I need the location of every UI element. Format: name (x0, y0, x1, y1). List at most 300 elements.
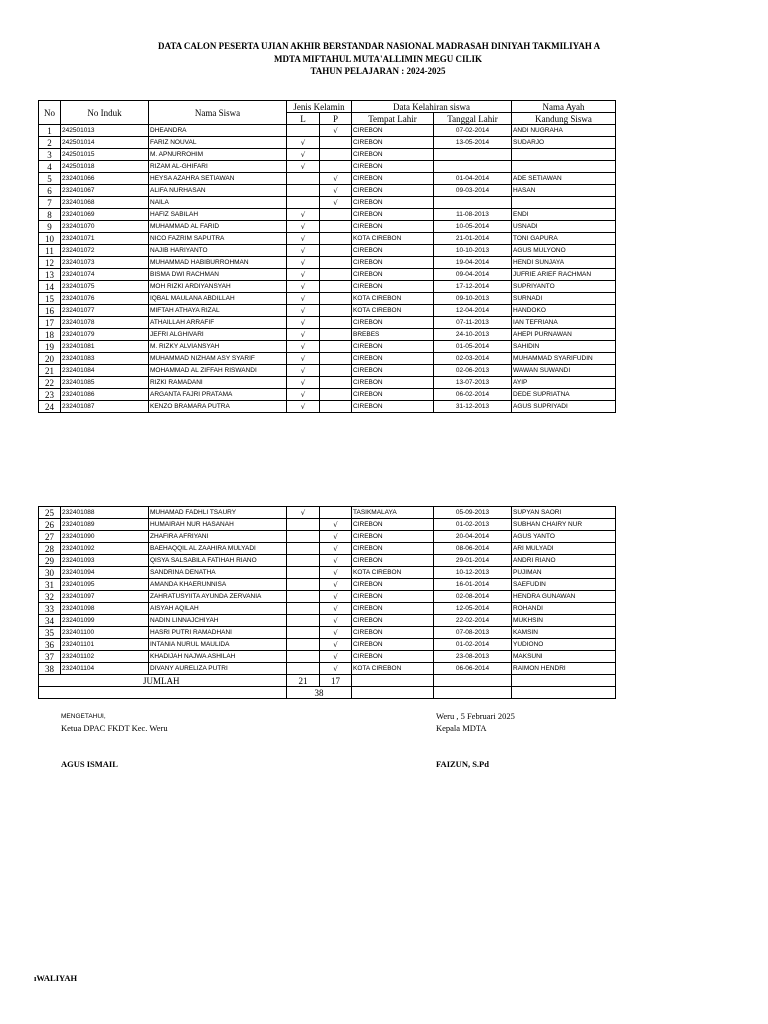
table-row (39, 233, 616, 245)
birth-date: 24-10-2013 (434, 329, 512, 341)
father-name: AGUS YANTO (512, 531, 616, 543)
gender-p (320, 389, 352, 401)
student-name: BISMA DWI RACHMAN (149, 269, 287, 281)
father-name: SUPRIYANTO (512, 281, 616, 293)
gender-l: √ (287, 317, 320, 329)
row-number: 20 (39, 353, 61, 365)
gender-p (320, 221, 352, 233)
col-l: L (287, 113, 320, 125)
birth-date: 11-08-2013 (434, 209, 512, 221)
row-number: 18 (39, 329, 61, 341)
birth-date: 20-04-2014 (434, 531, 512, 543)
gender-p: √ (320, 197, 352, 209)
no-induk: 232401094 (61, 567, 149, 579)
birth-place: CIREBON (352, 125, 434, 137)
no-induk: 242501015 (61, 149, 149, 161)
student-name: NAJIB HARIYANTO (149, 245, 287, 257)
birth-date (434, 197, 512, 209)
father-name: HENDRA GUNAWAN (512, 591, 616, 603)
row-number: 25 (39, 507, 61, 519)
student-name: KHADIJAH NAJWA ASHILAH (149, 651, 287, 663)
table-row (39, 555, 616, 567)
father-name: ANDRI RIANO (512, 555, 616, 567)
col-nama-ayah: Nama Ayah (512, 101, 616, 113)
student-name: KENZO BRAMARA PUTRA (149, 401, 287, 413)
gender-p (320, 149, 352, 161)
table-row (39, 591, 616, 603)
birth-date: 01-02-2014 (434, 639, 512, 651)
table-row (39, 209, 616, 221)
no-induk: 232401076 (61, 293, 149, 305)
birth-date: 21-01-2014 (434, 233, 512, 245)
gender-p (320, 233, 352, 245)
birth-date: 06-06-2014 (434, 663, 512, 675)
gender-p (320, 305, 352, 317)
right-signatory-name: FAIZUN, S.Pd (436, 759, 489, 769)
total-l: 21 (287, 675, 320, 687)
birth-place: BREBES (352, 329, 434, 341)
birth-date: 01-05-2014 (434, 341, 512, 353)
father-name: ARI MULYADI (512, 543, 616, 555)
no-induk: 232401069 (61, 209, 149, 221)
birth-date: 13-07-2013 (434, 377, 512, 389)
father-name: SUBHAN CHAIRY NUR (512, 519, 616, 531)
student-name: INTANIA NURUL MAULIDA (149, 639, 287, 651)
row-number: 26 (39, 519, 61, 531)
no-induk: 232401072 (61, 245, 149, 257)
gender-p: √ (320, 579, 352, 591)
birth-date: 13-05-2014 (434, 137, 512, 149)
gender-l (287, 185, 320, 197)
row-number: 28 (39, 543, 61, 555)
birth-date: 09-03-2014 (434, 185, 512, 197)
no-induk: 232401075 (61, 281, 149, 293)
student-table-page1 (38, 100, 616, 413)
father-name: ADE SETIAWAN (512, 173, 616, 185)
gender-p (320, 365, 352, 377)
table-row (39, 317, 616, 329)
row-number: 23 (39, 389, 61, 401)
table-row (39, 161, 616, 173)
gender-l (287, 615, 320, 627)
birth-date: 05-09-2013 (434, 507, 512, 519)
document-title-line3: TAHUN PELAJARAN : 2024-2025 (310, 66, 446, 76)
no-induk: 232401068 (61, 197, 149, 209)
gender-l: √ (287, 269, 320, 281)
table-row (39, 389, 616, 401)
gender-l (287, 555, 320, 567)
no-induk: 232401102 (61, 651, 149, 663)
birth-place: CIREBON (352, 615, 434, 627)
row-number: 17 (39, 317, 61, 329)
document-title-line2: MDTA MIFTAHUL MUTA'ALLIMIN MEGU CILIK (273, 54, 482, 64)
birth-place: CIREBON (352, 651, 434, 663)
father-name: ENDI (512, 209, 616, 221)
no-induk: 242501013 (61, 125, 149, 137)
gender-l (287, 173, 320, 185)
table-row (39, 365, 616, 377)
gender-l: √ (287, 377, 320, 389)
no-induk: 232401083 (61, 353, 149, 365)
student-name: ZAHRATUSYIITA AYUNDA ZERVANIA (149, 591, 287, 603)
row-number: 11 (39, 245, 61, 257)
table-row (39, 615, 616, 627)
father-name: KAMSIN (512, 627, 616, 639)
table-row (39, 197, 616, 209)
row-number: 9 (39, 221, 61, 233)
row-number: 12 (39, 257, 61, 269)
no-induk: 232401104 (61, 663, 149, 675)
gender-p (320, 341, 352, 353)
grand-total-row (39, 687, 616, 699)
col-p: P (320, 113, 352, 125)
row-number: 1 (39, 125, 61, 137)
birth-date: 31-12-2013 (434, 401, 512, 413)
gender-l: √ (287, 257, 320, 269)
gender-p (320, 293, 352, 305)
gender-p (320, 317, 352, 329)
birth-date: 23-08-2013 (434, 651, 512, 663)
student-name: NICO FAZRIM SAPUTRA (149, 233, 287, 245)
gender-l: √ (287, 329, 320, 341)
birth-place: CIREBON (352, 173, 434, 185)
birth-date: 02-03-2014 (434, 353, 512, 365)
student-name: BAEHAQQIL AL ZAAHIRA MULYADI (149, 543, 287, 555)
table-row (39, 137, 616, 149)
gender-l: √ (287, 507, 320, 519)
father-name: HASAN (512, 185, 616, 197)
gender-l (287, 531, 320, 543)
gender-l: √ (287, 281, 320, 293)
left-signatory-name: AGUS ISMAIL (61, 759, 118, 769)
gender-p: √ (320, 663, 352, 675)
no-induk: 232401100 (61, 627, 149, 639)
no-induk: 232401074 (61, 269, 149, 281)
total-p: 17 (320, 675, 352, 687)
row-number: 30 (39, 567, 61, 579)
gender-l: √ (287, 233, 320, 245)
table-row (39, 543, 616, 555)
table-row (39, 125, 616, 137)
student-name: SANDRINA DENATHA (149, 567, 287, 579)
gender-l: √ (287, 209, 320, 221)
row-number: 38 (39, 663, 61, 675)
row-number: 34 (39, 615, 61, 627)
col-no: No (39, 101, 61, 125)
gender-p (320, 281, 352, 293)
student-name: MUHAMMAD HABIBURROHMAN (149, 257, 287, 269)
father-name: SUDARJO (512, 137, 616, 149)
student-name: HAFIZ SABILAH (149, 209, 287, 221)
gender-l: √ (287, 293, 320, 305)
birth-place: CIREBON (352, 531, 434, 543)
father-name: AYIP (512, 377, 616, 389)
birth-place: CIREBON (352, 555, 434, 567)
gender-p: √ (320, 567, 352, 579)
birth-place: CIREBON (352, 519, 434, 531)
table-row (39, 663, 616, 675)
row-number: 16 (39, 305, 61, 317)
father-name: AGUS SUPRIYADI (512, 401, 616, 413)
gender-p (320, 137, 352, 149)
student-name: MIFTAH ATHAYA RIZAL (149, 305, 287, 317)
gender-p (320, 507, 352, 519)
gender-l: √ (287, 149, 320, 161)
father-name: SAHIDIN (512, 341, 616, 353)
table-row (39, 281, 616, 293)
no-induk: 232401066 (61, 173, 149, 185)
gender-p: √ (320, 627, 352, 639)
birth-date: 06-02-2014 (434, 389, 512, 401)
no-induk: 232401081 (61, 341, 149, 353)
birth-place: CIREBON (352, 281, 434, 293)
no-induk: 232401073 (61, 257, 149, 269)
gender-l: √ (287, 401, 320, 413)
birth-place: CIREBON (352, 341, 434, 353)
gender-p: √ (320, 651, 352, 663)
gender-l (287, 125, 320, 137)
table-row (39, 341, 616, 353)
birth-date (434, 161, 512, 173)
student-name: FARIZ NOUVAL (149, 137, 287, 149)
birth-date: 01-04-2014 (434, 173, 512, 185)
no-induk: 232401098 (61, 603, 149, 615)
father-name: PUJIMAN (512, 567, 616, 579)
no-induk: 232401067 (61, 185, 149, 197)
totals-row (39, 675, 616, 687)
row-number: 15 (39, 293, 61, 305)
birth-place: CIREBON (352, 245, 434, 257)
table-row (39, 221, 616, 233)
no-induk: 232401077 (61, 305, 149, 317)
birth-place: CIREBON (352, 591, 434, 603)
gender-l (287, 651, 320, 663)
row-number: 35 (39, 627, 61, 639)
birth-date: 12-04-2014 (434, 305, 512, 317)
father-name: AGUS MULYONO (512, 245, 616, 257)
gender-l (287, 543, 320, 555)
birth-place: CIREBON (352, 197, 434, 209)
father-name (512, 149, 616, 161)
no-induk: 232401089 (61, 519, 149, 531)
gender-l (287, 603, 320, 615)
gender-l: √ (287, 389, 320, 401)
birth-date: 07-08-2013 (434, 627, 512, 639)
table-row (39, 531, 616, 543)
gender-l (287, 579, 320, 591)
table-row (39, 353, 616, 365)
gender-p (320, 401, 352, 413)
row-number: 22 (39, 377, 61, 389)
table-row (39, 377, 616, 389)
no-induk: 232401099 (61, 615, 149, 627)
no-induk: 232401092 (61, 543, 149, 555)
birth-place: CIREBON (352, 401, 434, 413)
birth-place: CIREBON (352, 149, 434, 161)
place-date: Weru , 5 Februari 2025 (436, 711, 515, 721)
father-name: YUDIONO (512, 639, 616, 651)
birth-place: CIREBON (352, 269, 434, 281)
col-kandung-siswa: Kandung Siswa (512, 113, 616, 125)
col-jenis-kelamin: Jenis Kelamin (287, 101, 352, 113)
birth-date: 08-06-2014 (434, 543, 512, 555)
no-induk: 232401078 (61, 317, 149, 329)
row-number: 32 (39, 591, 61, 603)
student-name: MUHAMMAD NIZHAM ASY SYARIF (149, 353, 287, 365)
gender-l (287, 627, 320, 639)
birth-place: CIREBON (352, 185, 434, 197)
table-row (39, 579, 616, 591)
gender-l (287, 567, 320, 579)
no-induk: 232401087 (61, 401, 149, 413)
left-signatory-title: Ketua DPAC FKDT Kec. Weru (61, 723, 168, 733)
student-name: DIVANY AURELIZA PUTRI (149, 663, 287, 675)
student-name: MOH RIZKI ARDIYANSYAH (149, 281, 287, 293)
no-induk: 242501014 (61, 137, 149, 149)
birth-date: 01-02-2013 (434, 519, 512, 531)
father-name: MUHAMMAD SYARIFUDIN (512, 353, 616, 365)
table-row (39, 173, 616, 185)
birth-place: CIREBON (352, 161, 434, 173)
table-row (39, 401, 616, 413)
gender-p (320, 209, 352, 221)
birth-date: 19-04-2014 (434, 257, 512, 269)
gender-p: √ (320, 639, 352, 651)
gender-l (287, 639, 320, 651)
student-name: IQBAL MAULANA ABDILLAH (149, 293, 287, 305)
no-induk: 232401095 (61, 579, 149, 591)
gender-p: √ (320, 531, 352, 543)
no-induk: 232401086 (61, 389, 149, 401)
father-name: USNADI (512, 221, 616, 233)
gender-l (287, 197, 320, 209)
table-row (39, 519, 616, 531)
totals-label: JUMLAH (39, 675, 287, 687)
student-name: AISYAH AQILAH (149, 603, 287, 615)
gender-p (320, 269, 352, 281)
gender-l: √ (287, 137, 320, 149)
student-name: MOHAMMAD AL ZIFFAH RISWANDI (149, 365, 287, 377)
student-name: AMANDA KHAERUNNISA (149, 579, 287, 591)
col-tempat-lahir: Tempat Lahir (352, 113, 434, 125)
father-name: MUKHSIN (512, 615, 616, 627)
table-row (39, 627, 616, 639)
table-row (39, 245, 616, 257)
birth-place: CIREBON (352, 209, 434, 221)
birth-date: 10-12-2013 (434, 567, 512, 579)
table-body-page2 (39, 507, 616, 675)
student-name: JEFRI ALGHIVARI (149, 329, 287, 341)
row-number: 29 (39, 555, 61, 567)
birth-date: 22-02-2014 (434, 615, 512, 627)
gender-l: √ (287, 245, 320, 257)
student-name: ALIFA NURHASAN (149, 185, 287, 197)
gender-p (320, 377, 352, 389)
gender-p (320, 245, 352, 257)
right-signatory-title: Kepala MDTA (436, 723, 487, 733)
row-number: 4 (39, 161, 61, 173)
birth-place: CIREBON (352, 389, 434, 401)
gender-p: √ (320, 591, 352, 603)
student-name: NADIN LINNAJCHIYAH (149, 615, 287, 627)
row-number: 7 (39, 197, 61, 209)
birth-place: CIREBON (352, 221, 434, 233)
student-name: RIZKI RAMADANI (149, 377, 287, 389)
table-row (39, 305, 616, 317)
gender-l: √ (287, 305, 320, 317)
birth-place: CIREBON (352, 639, 434, 651)
birth-place: CIREBON (352, 603, 434, 615)
birth-date: 02-08-2014 (434, 591, 512, 603)
father-name: AHEPI PURNAWAN (512, 329, 616, 341)
student-name: DHEANDRA (149, 125, 287, 137)
student-name: NAILA (149, 197, 287, 209)
father-name: WAWAN SUWANDI (512, 365, 616, 377)
row-number: 19 (39, 341, 61, 353)
birth-date: 02-06-2013 (434, 365, 512, 377)
gender-p (320, 329, 352, 341)
birth-place: KOTA CIREBON (352, 233, 434, 245)
gender-p: √ (320, 543, 352, 555)
student-name: QISYA SALSABILA FATIHAH RIANO (149, 555, 287, 567)
gender-l (287, 663, 320, 675)
no-induk: 232401097 (61, 591, 149, 603)
father-name: JUFRIE ARIEF RACHMAN (512, 269, 616, 281)
birth-place: KOTA CIREBON (352, 293, 434, 305)
no-induk: 232401084 (61, 365, 149, 377)
row-number: 36 (39, 639, 61, 651)
birth-place: CIREBON (352, 257, 434, 269)
table-row (39, 603, 616, 615)
grand-total: 38 (287, 687, 352, 699)
father-name: ANDI NUGRAHA (512, 125, 616, 137)
col-data-kelahiran: Data Kelahiran siswa (352, 101, 512, 113)
birth-place: CIREBON (352, 317, 434, 329)
father-name: RAIMON HENDRI (512, 663, 616, 675)
gender-p: √ (320, 173, 352, 185)
student-name: HASRI PUTRI RAMADHANI (149, 627, 287, 639)
no-induk: 232401070 (61, 221, 149, 233)
no-induk: 232401090 (61, 531, 149, 543)
table-row (39, 269, 616, 281)
document-title-line1: DATA CALON PESERTA UJIAN AKHIR BERSTANDAR NASIONAL MADRASAH DINIYAH TAKMILIYAH A (158, 41, 601, 51)
gender-p: √ (320, 125, 352, 137)
birth-date: 07-02-2014 (434, 125, 512, 137)
birth-date: 09-10-2013 (434, 293, 512, 305)
gender-p: √ (320, 555, 352, 567)
footer-text-fragment: ıWALIYAH (34, 973, 78, 983)
gender-l: √ (287, 161, 320, 173)
no-induk: 232401079 (61, 329, 149, 341)
birth-place: CIREBON (352, 365, 434, 377)
father-name (512, 197, 616, 209)
no-induk: 232401101 (61, 639, 149, 651)
table-row (39, 567, 616, 579)
student-name: MUHAMAD FADHLI TSAURY (149, 507, 287, 519)
gender-p (320, 257, 352, 269)
father-name: SAEFUDIN (512, 579, 616, 591)
birth-place: CIREBON (352, 137, 434, 149)
table-row (39, 149, 616, 161)
gender-l: √ (287, 353, 320, 365)
student-name: RIZAM AL-GHIFARI (149, 161, 287, 173)
row-number: 2 (39, 137, 61, 149)
no-induk: 232401088 (61, 507, 149, 519)
father-name: SUPYAN SAORI (512, 507, 616, 519)
row-number: 6 (39, 185, 61, 197)
birth-date: 10-10-2013 (434, 245, 512, 257)
student-table-page2 (38, 506, 616, 699)
